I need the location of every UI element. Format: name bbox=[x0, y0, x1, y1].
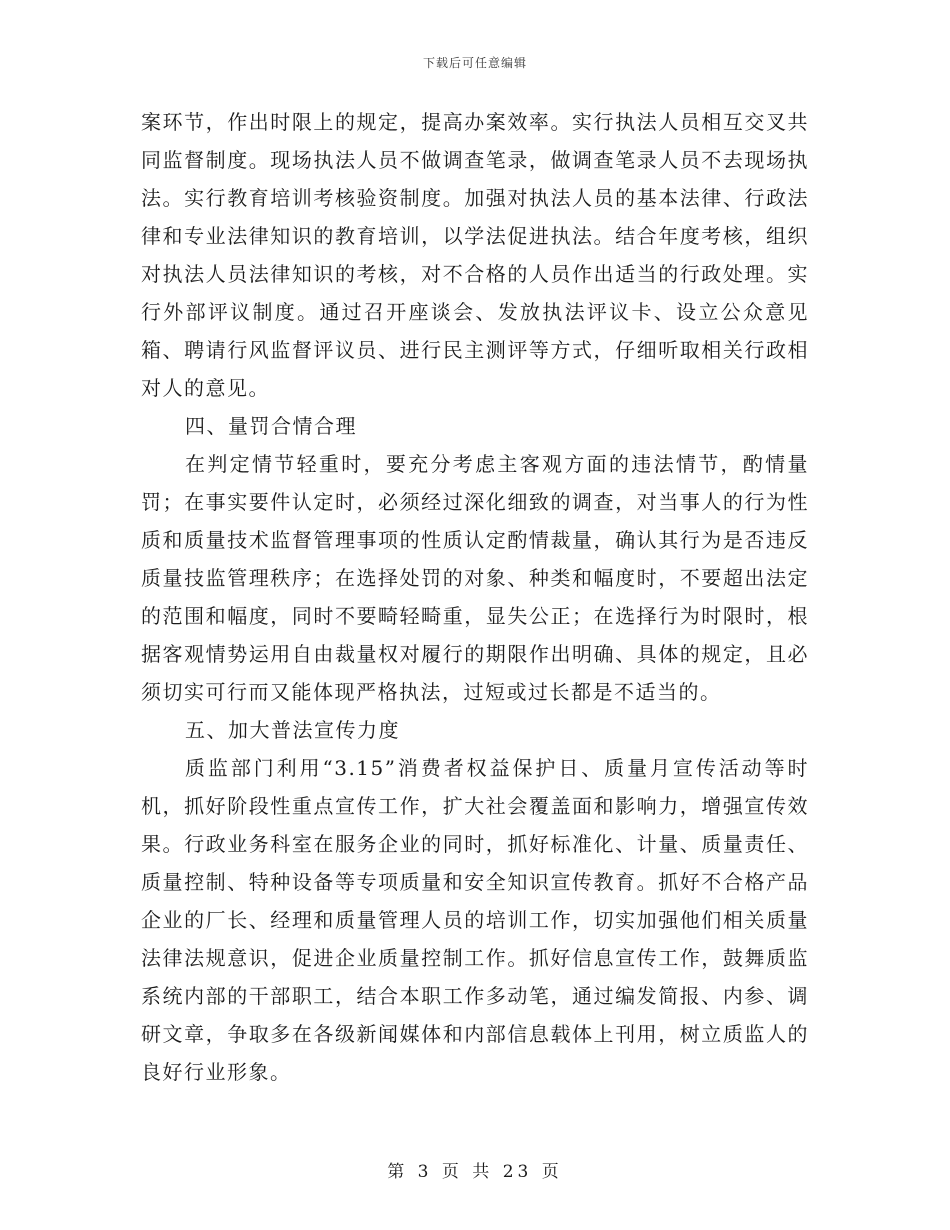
paragraph-penalty: 在判定情节轻重时，要充分考虑主客观方面的违法情节，酌情量罚；在事实要件认定时，必须经过深化细致的调查，对当事人的行为性质和质量技术监督管理事项的性质认定酌情裁量，确认其行为是否违反质量技监管理秩序；在选择处罚的对象、种类和幅度时，不要超出法定的范围和幅度，同时不要畸轻畸重，显失公正；在选择行为时限时，根据客观情势运用自由裁量权对履行的期限作出明确、具体的规定，且必须切实可行而又能体现严格执法，过短或过长都是不适当的。 bbox=[141, 452, 809, 704]
page-header: 下载后可任意编辑 bbox=[422, 56, 527, 70]
section-heading-5: 五、加大普法宣传力度 bbox=[185, 718, 400, 742]
page-number: 第 3 页 共 23 页 bbox=[387, 1162, 563, 1182]
section-heading-4: 四、量罚合情合理 bbox=[185, 414, 357, 438]
document-body bbox=[141, 103, 809, 1091]
paragraph-continuation: 案环节，作出时限上的规定，提高办案效率。实行执法人员相互交叉共同监督制度。现场执法人员不做调查笔录，做调查笔录人员不去现场执法。实行教育培训考核验资制度。加强对执法人员的基本法律、行政法律和专业法律知识的教育培训，以学法促进执法。结合年度考核，组织对执法人员法律知识的考核，对不合格的人员作出适当的行政处理。实行外部评议制度。通过召开座谈会、发放执法评议卡、设立公众意见箱、聘请行风监督评议员、进行民主测评等方式，仔细听取相关行政相对人的意见。 bbox=[141, 110, 809, 400]
paragraph-publicity: 质监部门利用“3.15”消费者权益保护日、质量月宣传活动等时机，抓好阶段性重点宣传工作，扩大社会覆盖面和影响力，增强宣传效果。行政业务科室在服务企业的同时，抓好标准化、计量、质量责任、质量控制、特种设备等专项质量和安全知识宣传教育。抓好不合格产品企业的厂长、经理和质量管理人员的培训工作，切实加强他们相关质量法律法规意识，促进企业质量控制工作。抓好信息宣传工作，鼓舞质监系统内部的干部职工，结合本职工作多动笔，通过编发简报、内参、调研文章，争取多在各级新闻媒体和内部信息载体上刊用，树立质监人的良好行业形象。 bbox=[141, 756, 809, 1084]
